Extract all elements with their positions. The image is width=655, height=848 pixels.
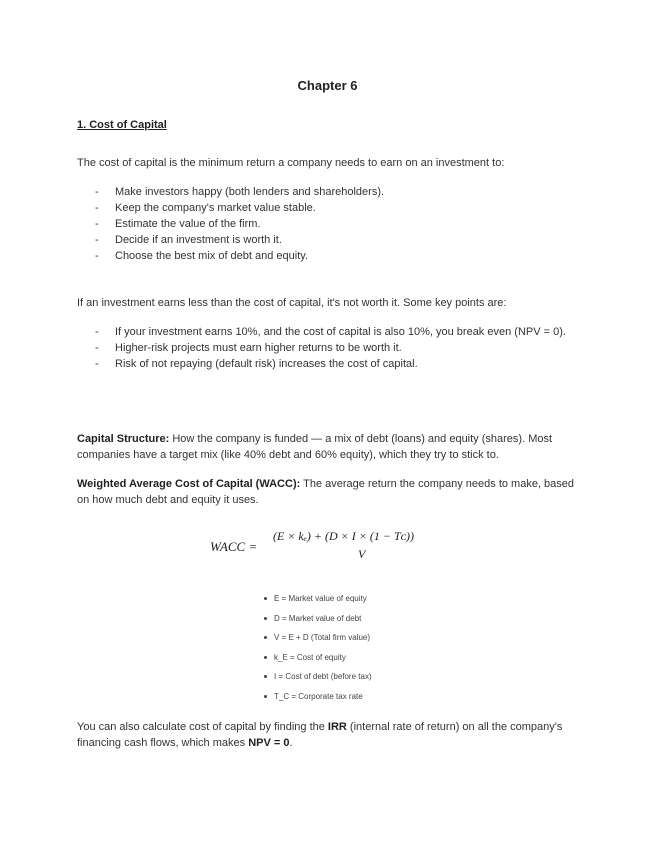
intro-paragraph: The cost of capital is the minimum return a company needs to earn on an investment to: (77, 157, 505, 169)
key-points-intro: If an investment earns less than the cost of capital, it's not worth it. Some key points are: (77, 297, 507, 309)
key-points-list (95, 324, 585, 372)
list-item-text: Keep the company's market value stable. (115, 202, 316, 214)
closing-paragraph (77, 719, 582, 751)
closing-text: You can also calculate cost of capital by finding the (77, 721, 328, 733)
capital-structure-paragraph (77, 431, 582, 463)
section-heading: 1. Cost of Capital (77, 119, 167, 131)
uses-list (95, 184, 585, 264)
dash-marker: - (95, 234, 99, 246)
formula-numerator: (E × kₑ) + (D × I × (1 − Tᴄ)) (273, 529, 415, 543)
dash-marker: - (95, 186, 99, 198)
list-item-text: Risk of not repaying (default risk) increases the cost of capital. (115, 358, 418, 370)
list-item: E = Market value of equity (262, 589, 372, 609)
wacc-formula (210, 527, 470, 567)
closing-text: (internal rate of return) on all the company's financing cash flows, which makes (77, 721, 563, 749)
list-item-text: Choose the best mix of debt and equity. (115, 250, 309, 262)
list-item: I = Cost of debt (before tax) (262, 667, 372, 687)
dash-marker: - (95, 202, 99, 214)
list-item: k_E = Cost of equity (262, 648, 372, 668)
list-item-text: Make investors happy (both lenders and shareholders). (115, 186, 385, 198)
closing-text: . (289, 737, 293, 749)
dash-marker: - (95, 326, 99, 338)
irr-term: IRR (327, 721, 347, 733)
wacc-term: Weighted Average Cost of Capital (WACC): (77, 478, 301, 490)
list-item (95, 232, 585, 248)
capital-structure-text: How the company is funded — a mix of debt (loans) and equity (shares). Most companies have a target mix (like 40% debt and 60% equity), which they try to stick to. (77, 433, 553, 461)
dash-marker: - (95, 250, 99, 262)
dash-marker: - (95, 358, 99, 370)
wacc-text: The average return the company needs to make, based on how much debt and equity it uses. (77, 478, 575, 506)
variable-definitions-list (262, 589, 372, 706)
list-item: T_C = Corporate tax rate (262, 687, 372, 707)
list-item (95, 248, 585, 264)
list-item-text: If your investment earns 10%, and the cost of capital is also 10%, you break even (NPV = 0). (115, 326, 566, 338)
list-item-text: Decide if an investment is worth it. (115, 234, 282, 246)
formula-lhs: WACC = (210, 539, 258, 554)
list-item-text: Estimate the value of the firm. (115, 218, 261, 230)
dash-marker: - (95, 218, 99, 230)
list-item-text: Higher-risk projects must earn higher returns to be worth it. (115, 342, 402, 354)
list-item: V = E + D (Total firm value) (262, 628, 372, 648)
formula-denominator: V (358, 547, 366, 561)
dash-marker: - (95, 342, 99, 354)
list-item: D = Market value of debt (262, 609, 372, 629)
npv-term: NPV = 0 (248, 737, 290, 749)
list-item (95, 324, 585, 340)
list-item (95, 356, 585, 372)
list-item (95, 200, 585, 216)
list-item (95, 184, 585, 200)
list-item (95, 216, 585, 232)
chapter-title: Chapter 6 (297, 78, 358, 93)
wacc-paragraph (77, 476, 582, 508)
list-item (95, 340, 585, 356)
capital-structure-term: Capital Structure: (77, 433, 170, 445)
